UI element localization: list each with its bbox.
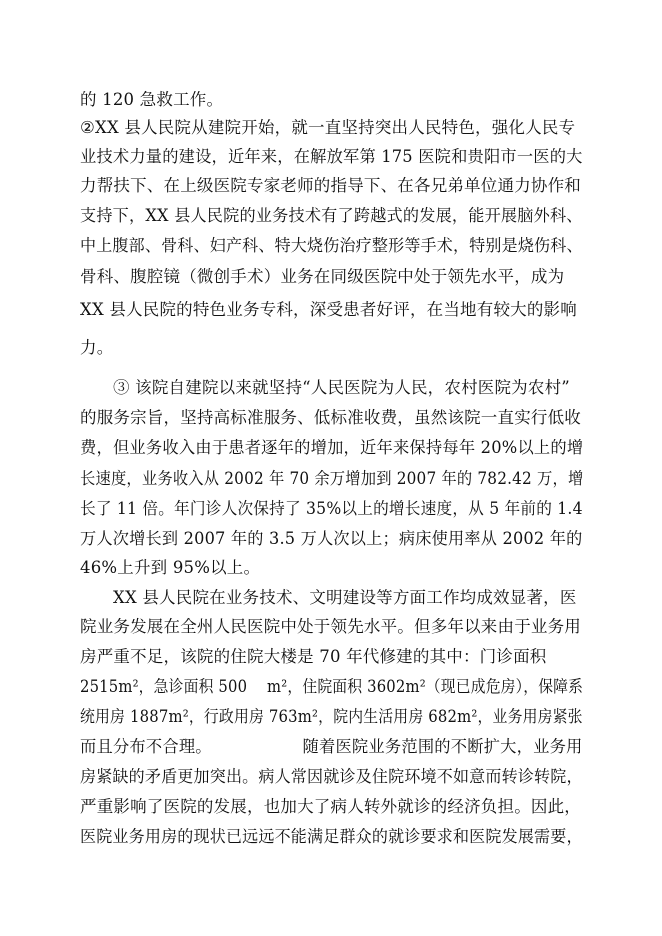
text-line: 费，但业务收入由于患者逐年的增加，近年来保持每年 20%以上的增 — [80, 438, 584, 457]
text-line: 长了 11 倍。年门诊人次保持了 35%以上的增长速度，从 5 年前的 1.4 — [80, 499, 583, 518]
text-line: 业技术力量的建设，近年来，在解放军第 175 医院和贵阳市一医的大 — [80, 147, 583, 166]
text-line: 医院业务用房的现状已远远不能满足群众的就诊要求和医院发展需要， — [80, 827, 583, 846]
text-line: 院业务发展在全州人民医院中处于领先水平。但多年以来由于业务用 — [80, 617, 581, 636]
text-line: 骨科、腹腔镜（微创手术）业务在同级医院中处于领先水平，成为 — [80, 267, 565, 286]
text-line — [80, 737, 583, 757]
text-line: 房紧缺的矛盾更加突出。病人常因就诊及住院环境不如意而转诊转院， — [80, 767, 583, 786]
text-segment: 而且分布不合理。 — [80, 737, 212, 756]
text-line: 支持下，XX 县人民院的业务技术有了跨越式的发展，能开展脑外科、 — [80, 206, 583, 225]
text-line: 力帮扶下、在上级医院专家老师的指导下、在各兄弟单位通力协作和 — [80, 176, 581, 195]
text-line: 统用房 1887m²，行政用房 763m²，院内生活用房 682m²，业务用房紧张 — [80, 707, 583, 726]
text-line: 中上腹部、骨科、妇产科、特大烧伤治疗整形等手术，特别是烧伤科、 — [80, 236, 583, 255]
text-line: 的服务宗旨，坚持高标准服务、低标准收费，虽然该院一直实行低收 — [80, 408, 581, 427]
text-line: 万人次增长到 2007 年的 3.5 万人次以上；病床使用率从 2002 年的 — [80, 529, 583, 548]
text-line: 46%上升到 95%以上。 — [80, 558, 261, 577]
text-line: 2515m²，急诊面积 500 m²，住院面积 3602m²（现已成危房），保障系 — [80, 677, 584, 696]
text-line: 严重影响了医院的发展，也加大了病人转外就诊的经济负担。因此， — [80, 797, 581, 816]
text-line: 力。 — [80, 338, 114, 357]
text-line: 房严重不足，该院的住院大楼是 70 年代修建的其中：门诊面积 — [80, 647, 547, 666]
text-line: XX 县人民院的特色业务专科，深受患者好评，在当地有较大的影响 — [80, 300, 577, 319]
text-line: ②XX 县人民院从建院开始，就一直坚持突出人民特色，强化人民专 — [80, 118, 576, 137]
text-line: 长速度，业务收入从 2002 年 70 余万增加到 2007 年的 782.42 万，增 — [80, 469, 584, 488]
text-line: 的 120 急救工作。 — [80, 90, 224, 109]
text-line: ③ 该院自建院以来就坚持“人民医院为人民，农村医院为农村” — [113, 378, 570, 397]
text-segment: 随着医院业务范围的不断扩大，业务用 — [302, 737, 583, 756]
text-line: XX 县人民院在业务技术、文明建设等方面工作均成效显著，医 — [113, 588, 577, 607]
